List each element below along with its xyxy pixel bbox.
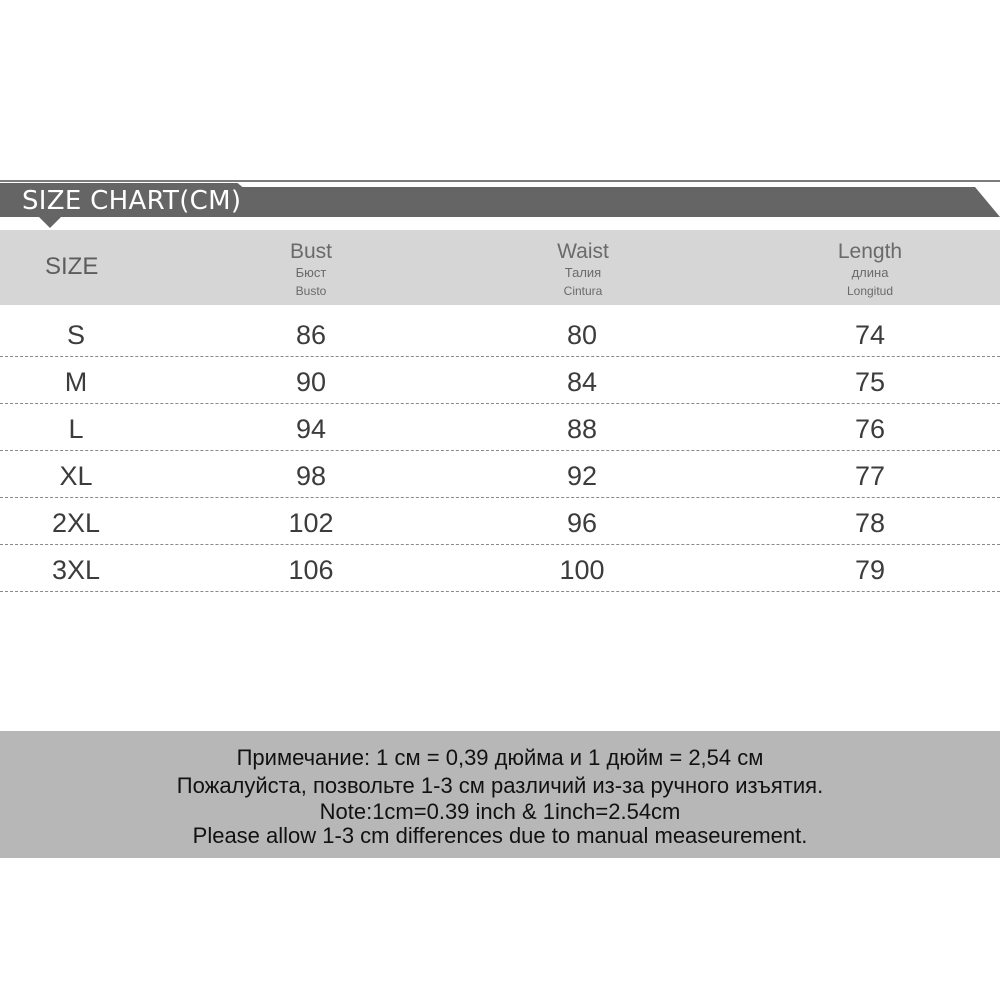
cell-size: XL	[59, 461, 93, 491]
table-row	[0, 404, 1000, 451]
cell-bust: 94	[295, 414, 327, 444]
cell-bust: 106	[288, 555, 334, 585]
header-length-en: Length	[837, 240, 903, 263]
header-length-es: Longitud	[846, 284, 894, 298]
header-waist-es: Cintura	[563, 284, 603, 298]
cell-waist: 92	[566, 461, 598, 491]
header-bust-en: Bust	[289, 240, 333, 263]
top-rule	[0, 180, 1000, 182]
table-row	[0, 451, 1000, 498]
cell-size: S	[66, 320, 85, 350]
cell-length: 76	[854, 414, 886, 444]
note-line-ru-2: Пожалуйста, позвольте 1-3 см различий из-за ручного изъятия.	[176, 773, 824, 798]
cell-bust: 102	[288, 508, 334, 538]
title-pointer	[38, 216, 62, 228]
note-line-en-2: Please allow 1-3 cm differences due to manual measeurement.	[192, 823, 808, 848]
cell-waist: 96	[566, 508, 598, 538]
cell-waist: 80	[566, 320, 598, 350]
cell-bust: 90	[295, 367, 327, 397]
cell-length: 74	[854, 320, 886, 350]
cell-size: 2XL	[51, 508, 101, 538]
cell-bust: 86	[295, 320, 327, 350]
header-size-label: SIZE	[45, 253, 99, 280]
header-waist-ru: Талия	[564, 265, 602, 280]
table-row	[0, 357, 1000, 404]
cell-size: M	[64, 367, 88, 397]
header-length	[770, 240, 970, 300]
cell-waist: 84	[566, 367, 598, 397]
header-bust	[211, 240, 411, 300]
cell-length: 79	[854, 555, 886, 585]
header-waist-en: Waist	[557, 240, 609, 263]
cell-length: 77	[854, 461, 886, 491]
header-bust-ru: Бюст	[295, 265, 327, 280]
cell-size: L	[68, 414, 84, 444]
header-waist	[483, 240, 683, 300]
table-row	[0, 545, 1000, 592]
row-divider	[0, 591, 1000, 592]
cell-waist: 88	[566, 414, 598, 444]
cell-waist: 100	[559, 555, 605, 585]
cell-length: 78	[854, 508, 886, 538]
cell-size: 3XL	[51, 555, 101, 585]
header-length-ru: длина	[851, 265, 889, 280]
note-panel	[0, 731, 1000, 858]
note-line-ru-1: Примечание: 1 см = 0,39 дюйма и 1 дюйм = 2,54 см	[236, 745, 764, 770]
header-bust-es: Busto	[295, 284, 327, 298]
cell-bust: 98	[295, 461, 327, 491]
cell-length: 75	[854, 367, 886, 397]
note-line-en-1: Note:1cm=0.39 inch & 1inch=2.54cm	[319, 799, 681, 824]
table-row	[0, 310, 1000, 357]
table-row	[0, 498, 1000, 545]
chart-title: SIZE CHART(CM)	[22, 186, 242, 216]
